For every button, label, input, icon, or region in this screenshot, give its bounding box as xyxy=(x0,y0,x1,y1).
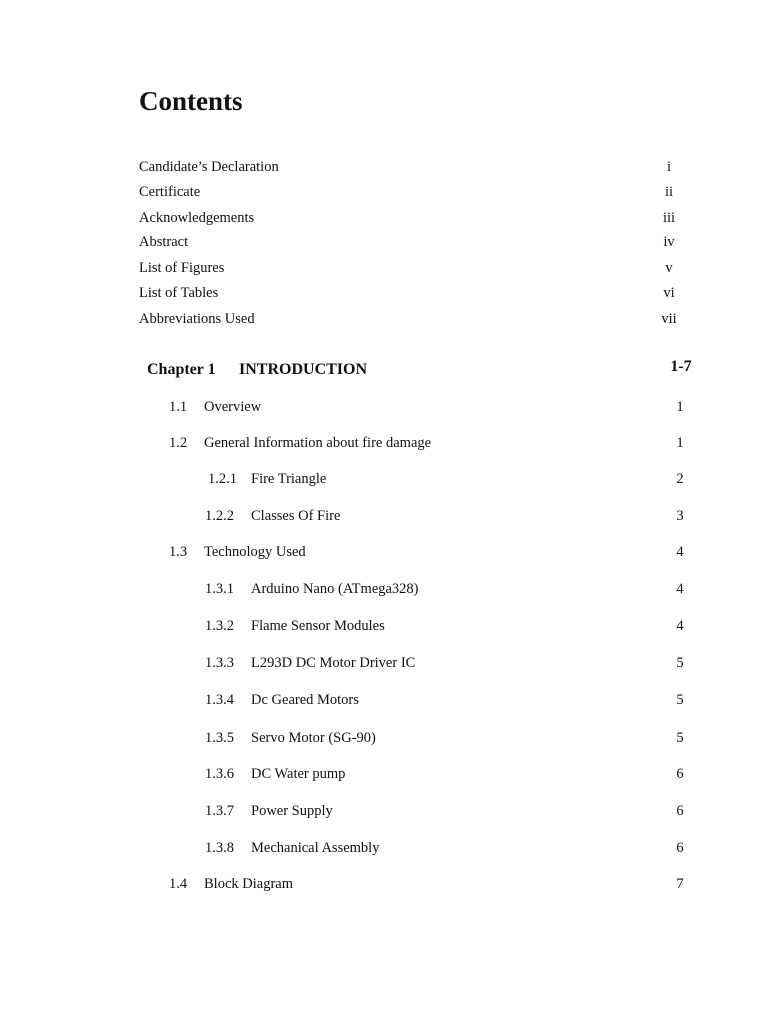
toc-entry-label: Block Diagram xyxy=(204,876,293,892)
toc-entry-page: 6 xyxy=(676,766,684,782)
toc-front-entry xyxy=(139,208,689,228)
toc-entry-number: 1.3.8 xyxy=(205,840,234,856)
toc-entry xyxy=(205,690,709,710)
toc-front-entry xyxy=(139,182,689,202)
toc-entry-label: Technology Used xyxy=(204,544,306,560)
toc-entry-number: 1.3.3 xyxy=(205,655,234,671)
toc-entry-page: 6 xyxy=(676,840,684,856)
toc-entry-page: 5 xyxy=(676,655,684,671)
toc-entry xyxy=(208,469,709,489)
toc-front-entry xyxy=(139,283,689,303)
toc-entry-label: Abbreviations Used xyxy=(139,311,255,327)
toc-entry-page: 2 xyxy=(676,471,684,487)
toc-entry xyxy=(205,506,709,526)
toc-entry-number: 1.3.6 xyxy=(205,766,234,782)
toc-entry-number: 1.3.1 xyxy=(205,581,234,597)
chapter-number: Chapter 1 xyxy=(147,361,216,378)
toc-entry-label: L293D DC Motor Driver IC xyxy=(251,655,416,671)
toc-entry-page: iv xyxy=(663,234,675,250)
toc-entry-label: Servo Motor (SG-90) xyxy=(251,730,376,746)
toc-entry-label: Acknowledgements xyxy=(139,210,255,226)
toc-entry-page: vii xyxy=(661,311,677,327)
chapter-heading xyxy=(147,359,707,381)
toc-entry-label: Classes Of Fire xyxy=(251,508,341,524)
toc-entry-page: i xyxy=(666,159,672,175)
toc-entry-label: Candidate’s Declaration xyxy=(139,159,279,175)
toc-entry-page: vi xyxy=(663,285,675,301)
toc-entry-number: 1.1 xyxy=(169,399,188,415)
toc-entry xyxy=(205,838,709,858)
toc-entry xyxy=(205,653,709,673)
toc-front-entry xyxy=(139,309,689,329)
toc-entry-page: 4 xyxy=(676,544,684,560)
toc-entry-number: 1.2.2 xyxy=(205,508,234,524)
toc-entry-page: 5 xyxy=(676,730,684,746)
toc-entry xyxy=(205,801,709,821)
toc-entry-number: 1.2 xyxy=(169,435,188,451)
toc-entry-label: Mechanical Assembly xyxy=(251,840,380,856)
toc-entry-label: List of Tables xyxy=(139,285,219,301)
toc-entry-page: ii xyxy=(664,184,674,200)
toc-entry-number: 1.4 xyxy=(169,876,188,892)
chapter-page-range: 1-7 xyxy=(670,358,692,375)
toc-entry-number: 1.3.5 xyxy=(205,730,234,746)
toc-entry-page: 1 xyxy=(676,435,684,451)
toc-entry-page: 4 xyxy=(676,618,684,634)
toc-entry-number: 1.3.4 xyxy=(205,692,234,708)
toc-front-entry xyxy=(139,258,689,278)
toc-entry-label: List of Figures xyxy=(139,260,225,276)
toc-entry-label: Abstract xyxy=(139,234,189,250)
toc-entry-number: 1.2.1 xyxy=(208,471,237,487)
toc-entry-page: 1 xyxy=(676,399,684,415)
toc-entry-page: v xyxy=(665,260,673,276)
toc-entry-label: DC Water pump xyxy=(251,766,346,782)
toc-entry-page: 7 xyxy=(676,876,684,892)
toc-entry-label: Fire Triangle xyxy=(251,471,327,487)
toc-front-entry xyxy=(139,232,689,252)
toc-entry-label: General Information about fire damage xyxy=(204,435,432,451)
toc-entry-page: iii xyxy=(662,210,676,226)
toc-entry-number: 1.3.2 xyxy=(205,618,234,634)
toc-entry xyxy=(169,433,709,453)
toc-entry-label: Arduino Nano (ATmega328) xyxy=(251,581,419,597)
toc-entry xyxy=(169,874,709,894)
toc-entry-page: 3 xyxy=(676,508,684,524)
toc-entry-number: 1.3 xyxy=(169,544,188,560)
toc-entry-label: Power Supply xyxy=(251,803,333,819)
toc-entry-label: Flame Sensor Modules xyxy=(251,618,385,634)
toc-entry xyxy=(205,764,709,784)
toc-entry-label: Dc Geared Motors xyxy=(251,692,359,708)
toc-entry xyxy=(205,728,709,748)
toc-entry-page: 6 xyxy=(676,803,684,819)
toc-entry-number: 1.3.7 xyxy=(205,803,234,819)
toc-entry-label: Overview xyxy=(204,399,262,415)
toc-entry xyxy=(169,542,709,562)
toc-front-entry xyxy=(139,157,689,177)
toc-entry xyxy=(169,397,709,417)
toc-entry-page: 5 xyxy=(676,692,684,708)
toc-entry-page: 4 xyxy=(676,581,684,597)
chapter-title: INTRODUCTION xyxy=(239,361,368,378)
toc-entry-label: Certificate xyxy=(139,184,201,200)
toc-entry xyxy=(205,616,709,636)
toc-entry xyxy=(205,579,709,599)
page-title: Contents xyxy=(139,86,243,116)
